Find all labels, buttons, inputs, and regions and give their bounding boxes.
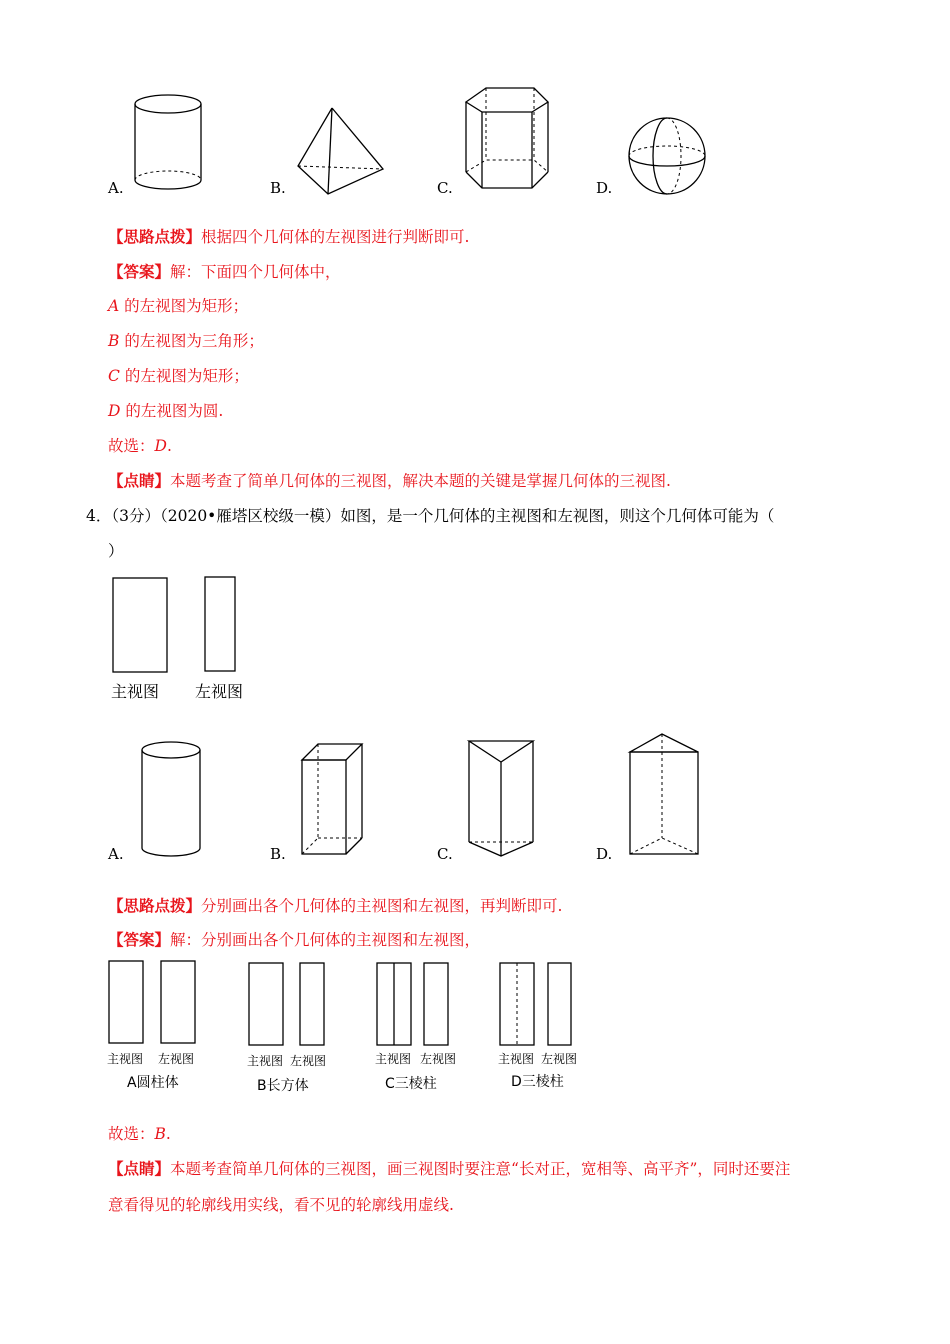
q3-option-d-sphere-icon [624,114,714,204]
q4-answer-c-caption: C三棱柱 [385,1076,437,1092]
q4-comment-line2: 意看得见的轮廓线用实线，看不见的轮廓线用虚线. [108,1196,454,1214]
q4-option-b-cuboid-icon [298,740,378,865]
q4-comment-tag: 【点睛】 [108,1159,171,1178]
q4-answer-a-views [108,960,208,1050]
q3-hint [108,227,469,247]
q4-answer-d-front-label: 主视图 [498,1052,535,1066]
q4-choose-suffix: . [165,1125,171,1143]
q4-left-view-label: 左视图 [195,682,244,701]
q4-answer-c-views [376,962,476,1052]
q4-option-a-cylinder-icon [138,740,218,865]
q4-answer-a-left-label: 左视图 [158,1052,195,1066]
q3-option-a-label: A. [108,179,124,197]
q3-line-a-text: 的左视图为矩形； [124,297,249,315]
q3-line-d [108,401,223,421]
q4-answer-a-caption: A圆柱体 [127,1075,179,1091]
q4-answer [108,930,480,950]
q4-answer-b-front-label: 主视图 [247,1054,284,1068]
q4-answer-b-left-label: 左视图 [290,1054,327,1068]
q4-given-left-view [204,576,244,676]
q3-line-c [108,366,249,386]
q3-option-a-cylinder-icon [130,92,210,202]
q4-answer-b-views [248,962,348,1052]
q4-answer-tag: 【答案】 [108,930,171,949]
q3-option-b-label: B. [270,179,286,197]
q3-choose-suffix: . [166,437,172,455]
q3-line-d-text: 的左视图为圆. [125,402,224,420]
q3-line-a [108,296,248,316]
q3-line-b [108,331,264,351]
q4-choose-letter: B [154,1125,166,1143]
q4-hint [108,896,562,916]
q4-comment [108,1159,790,1179]
q3-choose [108,436,172,456]
q3-line-a-letter: A [108,297,120,315]
q3-comment [108,471,671,491]
q4-answer-c-left-label: 左视图 [420,1052,457,1066]
q4-stem-end: ） [108,542,124,560]
q3-line-b-text: 的左视图为三角形； [124,332,264,350]
q3-option-d-label: D. [596,179,613,197]
q3-line-c-letter: C [108,367,120,385]
q4-hint-text: 分别画出各个几何体的主视图和左视图，再判断即可. [201,897,563,915]
q4-answer-intro: 解：分别画出各个几何体的主视图和左视图， [170,931,481,949]
q4-hint-tag: 【思路点拨】 [108,896,202,915]
q4-option-c-label: C. [437,845,453,863]
q4-front-view-label: 主视图 [111,682,160,701]
q4-choose [108,1124,171,1144]
q3-hint-tag: 【思路点拨】 [108,227,202,246]
q3-choose-prefix: 故选： [108,437,155,455]
q3-choose-letter: D [154,437,167,455]
q4-choose-prefix: 故选： [108,1125,155,1143]
q4-stem-text: （3分）（2020•雁塔区校级一模）如图，是一个几何体的主视图和左视图，则这个几何体可能为（ [111,507,775,525]
q4-option-b-label: B. [270,845,286,863]
q4-answer-d-views [499,962,599,1052]
q3-option-b-pyramid-icon [294,96,394,196]
q4-stem [86,506,774,526]
q3-answer-intro: 解：下面四个几何体中， [170,263,341,281]
q4-comment-line1: 本题考查简单几何体的三视图，画三视图时要注意“长对正，宽相等、高平齐”，同时还要注 [170,1160,791,1178]
q3-answer [108,262,341,282]
q4-answer-a-front-label: 主视图 [107,1052,144,1066]
q4-answer-b-caption: B长方体 [257,1078,309,1094]
q3-comment-text: 本题考查了简单几何体的三视图，解决本题的关键是掌握几何体的三视图. [170,472,671,490]
q4-answer-d-caption: D三棱柱 [511,1074,564,1090]
q4-answer-d-left-label: 左视图 [541,1052,578,1066]
q3-answer-tag: 【答案】 [108,262,171,281]
q4-option-d-label: D. [596,845,613,863]
q3-line-b-letter: B [108,332,120,350]
q3-option-c-hexprism-icon [460,84,560,194]
q3-option-c-label: C. [437,179,453,197]
q4-number: 4． [86,507,112,525]
q3-comment-tag: 【点睛】 [108,471,171,490]
q4-option-d-prism-icon [626,732,706,857]
q4-answer-c-front-label: 主视图 [375,1052,412,1066]
q3-line-c-text: 的左视图为矩形； [124,367,249,385]
q3-line-d-letter: D [108,402,121,420]
q4-option-a-label: A. [108,845,124,863]
q3-hint-text: 根据四个几何体的左视图进行判断即可. [201,228,470,246]
q4-given-front-view [112,577,172,677]
q4-option-c-prism-icon [465,738,545,863]
